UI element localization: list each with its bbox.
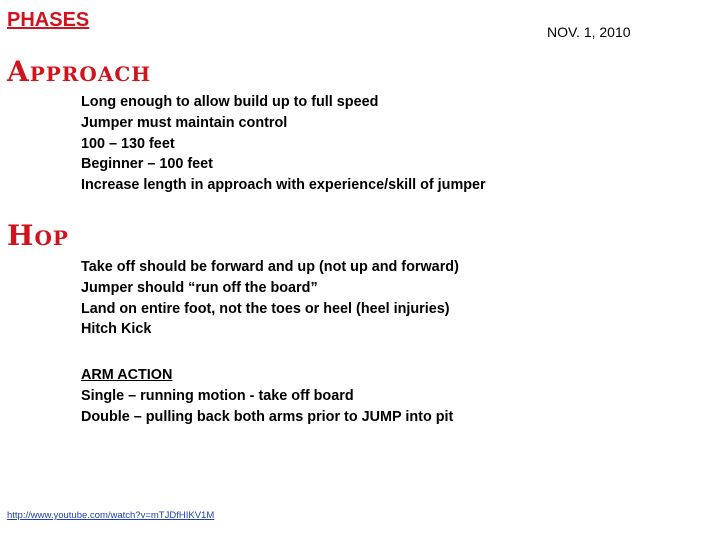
arm-action-list xyxy=(81,365,453,427)
list-item: Take off should be forward and up (not up and forward) xyxy=(81,259,459,275)
list-item: Single – running motion - take off board xyxy=(81,387,354,404)
list-item: Increase length in approach with experience/skill of jumper xyxy=(81,177,486,194)
approach-list xyxy=(81,92,486,196)
hop-list xyxy=(81,257,459,340)
list-item: Jumper should “run off the board” xyxy=(81,279,318,296)
list-item: Jumper must maintain control xyxy=(81,114,288,131)
list-item: Beginner – 100 feet xyxy=(81,156,213,173)
hop-heading: Hop xyxy=(7,219,69,252)
list-item: Hitch Kick xyxy=(81,321,152,338)
arm-action-heading: ARM ACTION xyxy=(81,367,173,383)
youtube-link[interactable]: http://www.youtube.com/watch?v=mTJDfHIKV1M xyxy=(7,510,215,521)
approach-heading: Approach xyxy=(7,55,152,88)
list-item: Long enough to allow build up to full speed xyxy=(81,94,379,110)
slide-title: PHASES xyxy=(7,9,90,31)
list-item: 100 – 130 feet xyxy=(81,135,175,152)
list-item: Land on entire foot, not the toes or heel (heel injuries) xyxy=(81,300,450,317)
list-item: Double – pulling back both arms prior to JUMP into pit xyxy=(81,408,454,425)
slide-date: NOV. 1, 2010 xyxy=(547,24,631,40)
